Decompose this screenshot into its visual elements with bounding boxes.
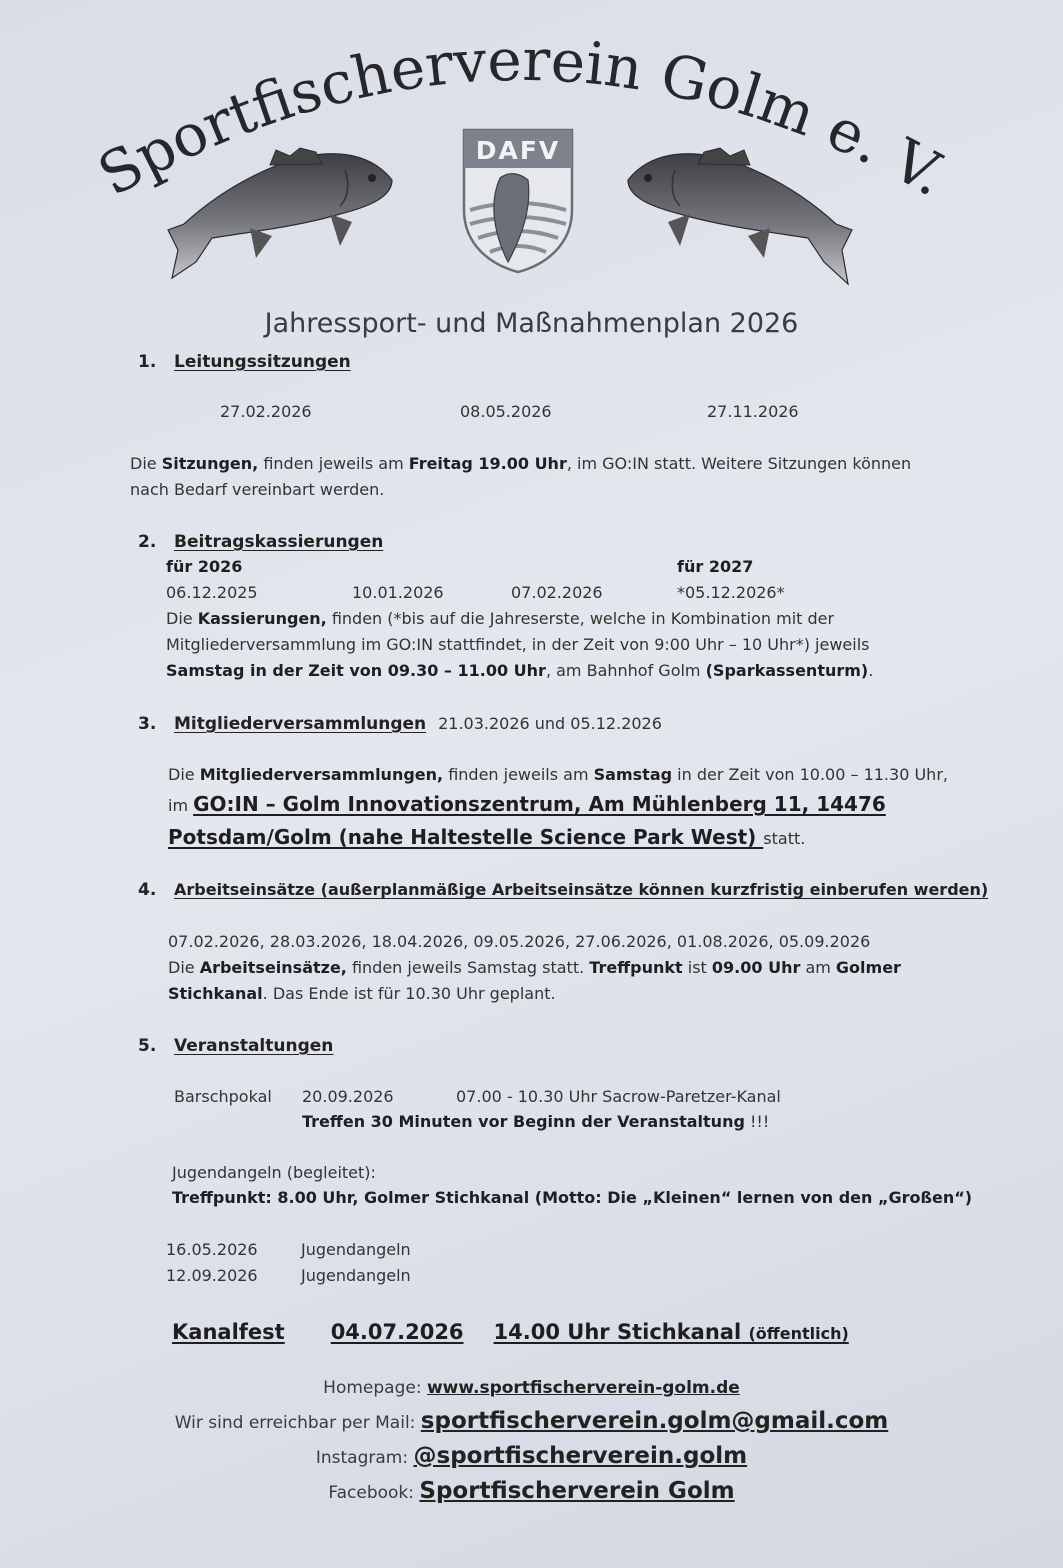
- collection-text-line-2: Mitgliederversammlung im GO:IN stattfindet, in der Zeit von 9:00 Uhr – 10 Uhr*) jeweils: [166, 635, 870, 654]
- meeting-date-3: 27.11.2026: [707, 402, 799, 421]
- meeting-date-1: 27.02.2026: [220, 402, 312, 421]
- section-1-title: Leitungssitzungen: [174, 352, 351, 372]
- work-dates: 07.02.2026, 28.03.2026, 18.04.2026, 09.05.2026, 27.06.2026, 01.08.2026, 05.09.2026: [168, 932, 871, 951]
- collection-text-line-1: Die Kassierungen, finden (*bis auf die Jahreserste, welche in Kombination mit der: [166, 609, 835, 628]
- section-5-heading: [138, 1036, 333, 1056]
- label-for-2026: für 2026: [166, 557, 243, 576]
- collection-date-2: 10.01.2026: [352, 583, 444, 602]
- section-2-title: Beitragskassierungen: [174, 532, 384, 552]
- meeting-text-line-1: Die Sitzungen, finden jeweils am Freitag 19.00 Uhr, im GO:IN statt. Weitere Sitzungen können: [130, 454, 912, 473]
- jugendangeln-treffpunkt: Treffpunkt: 8.00 Uhr, Golmer Stichkanal (Motto: Die „Kleinen“ lernen von den „Großen“): [172, 1188, 973, 1207]
- club-name: Sportfischerverein Golm e. V.: [87, 25, 958, 210]
- footer-instagram: Instagram: @sportfischerverein.golm: [315, 1443, 748, 1469]
- jugend-name-2: Jugendangeln: [301, 1266, 411, 1285]
- barschpokal-name: Barschpokal: [174, 1087, 272, 1106]
- section-2-number: 2.: [138, 532, 157, 552]
- footer-facebook: Facebook: Sportfischerverein Golm: [328, 1478, 735, 1504]
- facebook-link[interactable]: Sportfischerverein Golm: [419, 1478, 735, 1504]
- homepage-link[interactable]: www.sportfischerverein-golm.de: [426, 1378, 740, 1398]
- kanalfest-detail: 14.00 Uhr Stichkanal: [493, 1320, 742, 1344]
- assembly-venue-line-1: im GO:IN – Golm Innovationszentrum, Am Mühlenberg 11, 14476: [168, 792, 886, 816]
- kanalfest-name: Kanalfest: [172, 1320, 285, 1344]
- section-1-heading: [138, 352, 351, 372]
- section-3-heading: [138, 714, 662, 734]
- section-1-number: 1.: [138, 352, 157, 372]
- collection-date-4: *05.12.2026*: [677, 583, 785, 602]
- section-4-title: Arbeitseinsätze (außerplanmäßige Arbeitseinsätze können kurzfristig einberufen werden): [174, 880, 989, 899]
- jugendangeln-label: Jugendangeln (begleitet):: [172, 1163, 376, 1182]
- assembly-venue: GO:IN – Golm Innovationszentrum, Am Mühlenberg 11, 14476: [193, 792, 886, 816]
- dafv-shield-icon: [464, 130, 572, 272]
- work-text-line-2: Stichkanal. Das Ende ist für 10.30 Uhr geplant.: [168, 984, 556, 1003]
- meeting-text-line-2: nach Bedarf vereinbart werden.: [130, 480, 385, 499]
- left-fish-icon: [168, 148, 392, 278]
- collection-date-3: 07.02.2026: [511, 583, 603, 602]
- right-fish-icon: [628, 148, 852, 284]
- kanalfest-note: (öffentlich): [748, 1324, 849, 1343]
- assembly-venue-line-2: Potsdam/Golm (nahe Haltestelle Science Park West) statt.: [168, 825, 806, 849]
- jugend-date-1: 16.05.2026: [166, 1240, 258, 1259]
- meeting-date-2: 08.05.2026: [460, 402, 552, 421]
- mail-link[interactable]: sportfischerverein.golm@gmail.com: [420, 1408, 889, 1434]
- page-title: Jahressport- und Maßnahmenplan 2026: [264, 308, 799, 339]
- barschpokal-date: 20.09.2026: [302, 1087, 394, 1106]
- kanalfest-date: 04.07.2026: [330, 1320, 464, 1344]
- assembly-dates: 21.03.2026 und 05.12.2026: [438, 714, 662, 733]
- collection-date-1: 06.12.2025: [166, 583, 258, 602]
- barschpokal-detail: 07.00 - 10.30 Uhr Sacrow-Paretzer-Kanal: [456, 1087, 781, 1106]
- work-text-line-1: Die Arbeitseinsätze, finden jeweils Samstag statt. Treffpunkt ist 09.00 Uhr am Golmer: [168, 958, 901, 977]
- jugend-date-2: 12.09.2026: [166, 1266, 258, 1285]
- label-for-2027: für 2027: [677, 557, 754, 576]
- footer-homepage: Homepage: www.sportfischerverein-golm.de: [323, 1378, 740, 1398]
- section-3-number: 3.: [138, 714, 157, 734]
- footer-mail: Wir sind erreichbar per Mail: sportfischerverein.golm@gmail.com: [174, 1408, 889, 1434]
- kanalfest-line: [172, 1320, 849, 1344]
- dafv-badge-text: DAFV: [475, 136, 561, 165]
- section-4-heading: [138, 880, 988, 900]
- club-header-graphic: [0, 0, 1063, 300]
- collection-text-line-3: Samstag in der Zeit von 09.30 – 11.00 Uhr, am Bahnhof Golm (Sparkassenturm).: [166, 661, 874, 680]
- section-2-heading: [138, 532, 383, 552]
- instagram-link[interactable]: @sportfischerverein.golm: [413, 1443, 748, 1469]
- jugend-name-1: Jugendangeln: [301, 1240, 411, 1259]
- section-3-title: Mitgliederversammlungen: [174, 714, 427, 734]
- assembly-text-line-1: Die Mitgliederversammlungen, finden jeweils am Samstag in der Zeit von 10.00 – 11.30 Uhr,: [168, 765, 948, 784]
- section-5-number: 5.: [138, 1036, 157, 1056]
- section-5-title: Veranstaltungen: [174, 1036, 334, 1056]
- barschpokal-note: Treffen 30 Minuten vor Beginn der Veranstaltung !!!: [302, 1112, 770, 1131]
- section-4-number: 4.: [138, 880, 157, 900]
